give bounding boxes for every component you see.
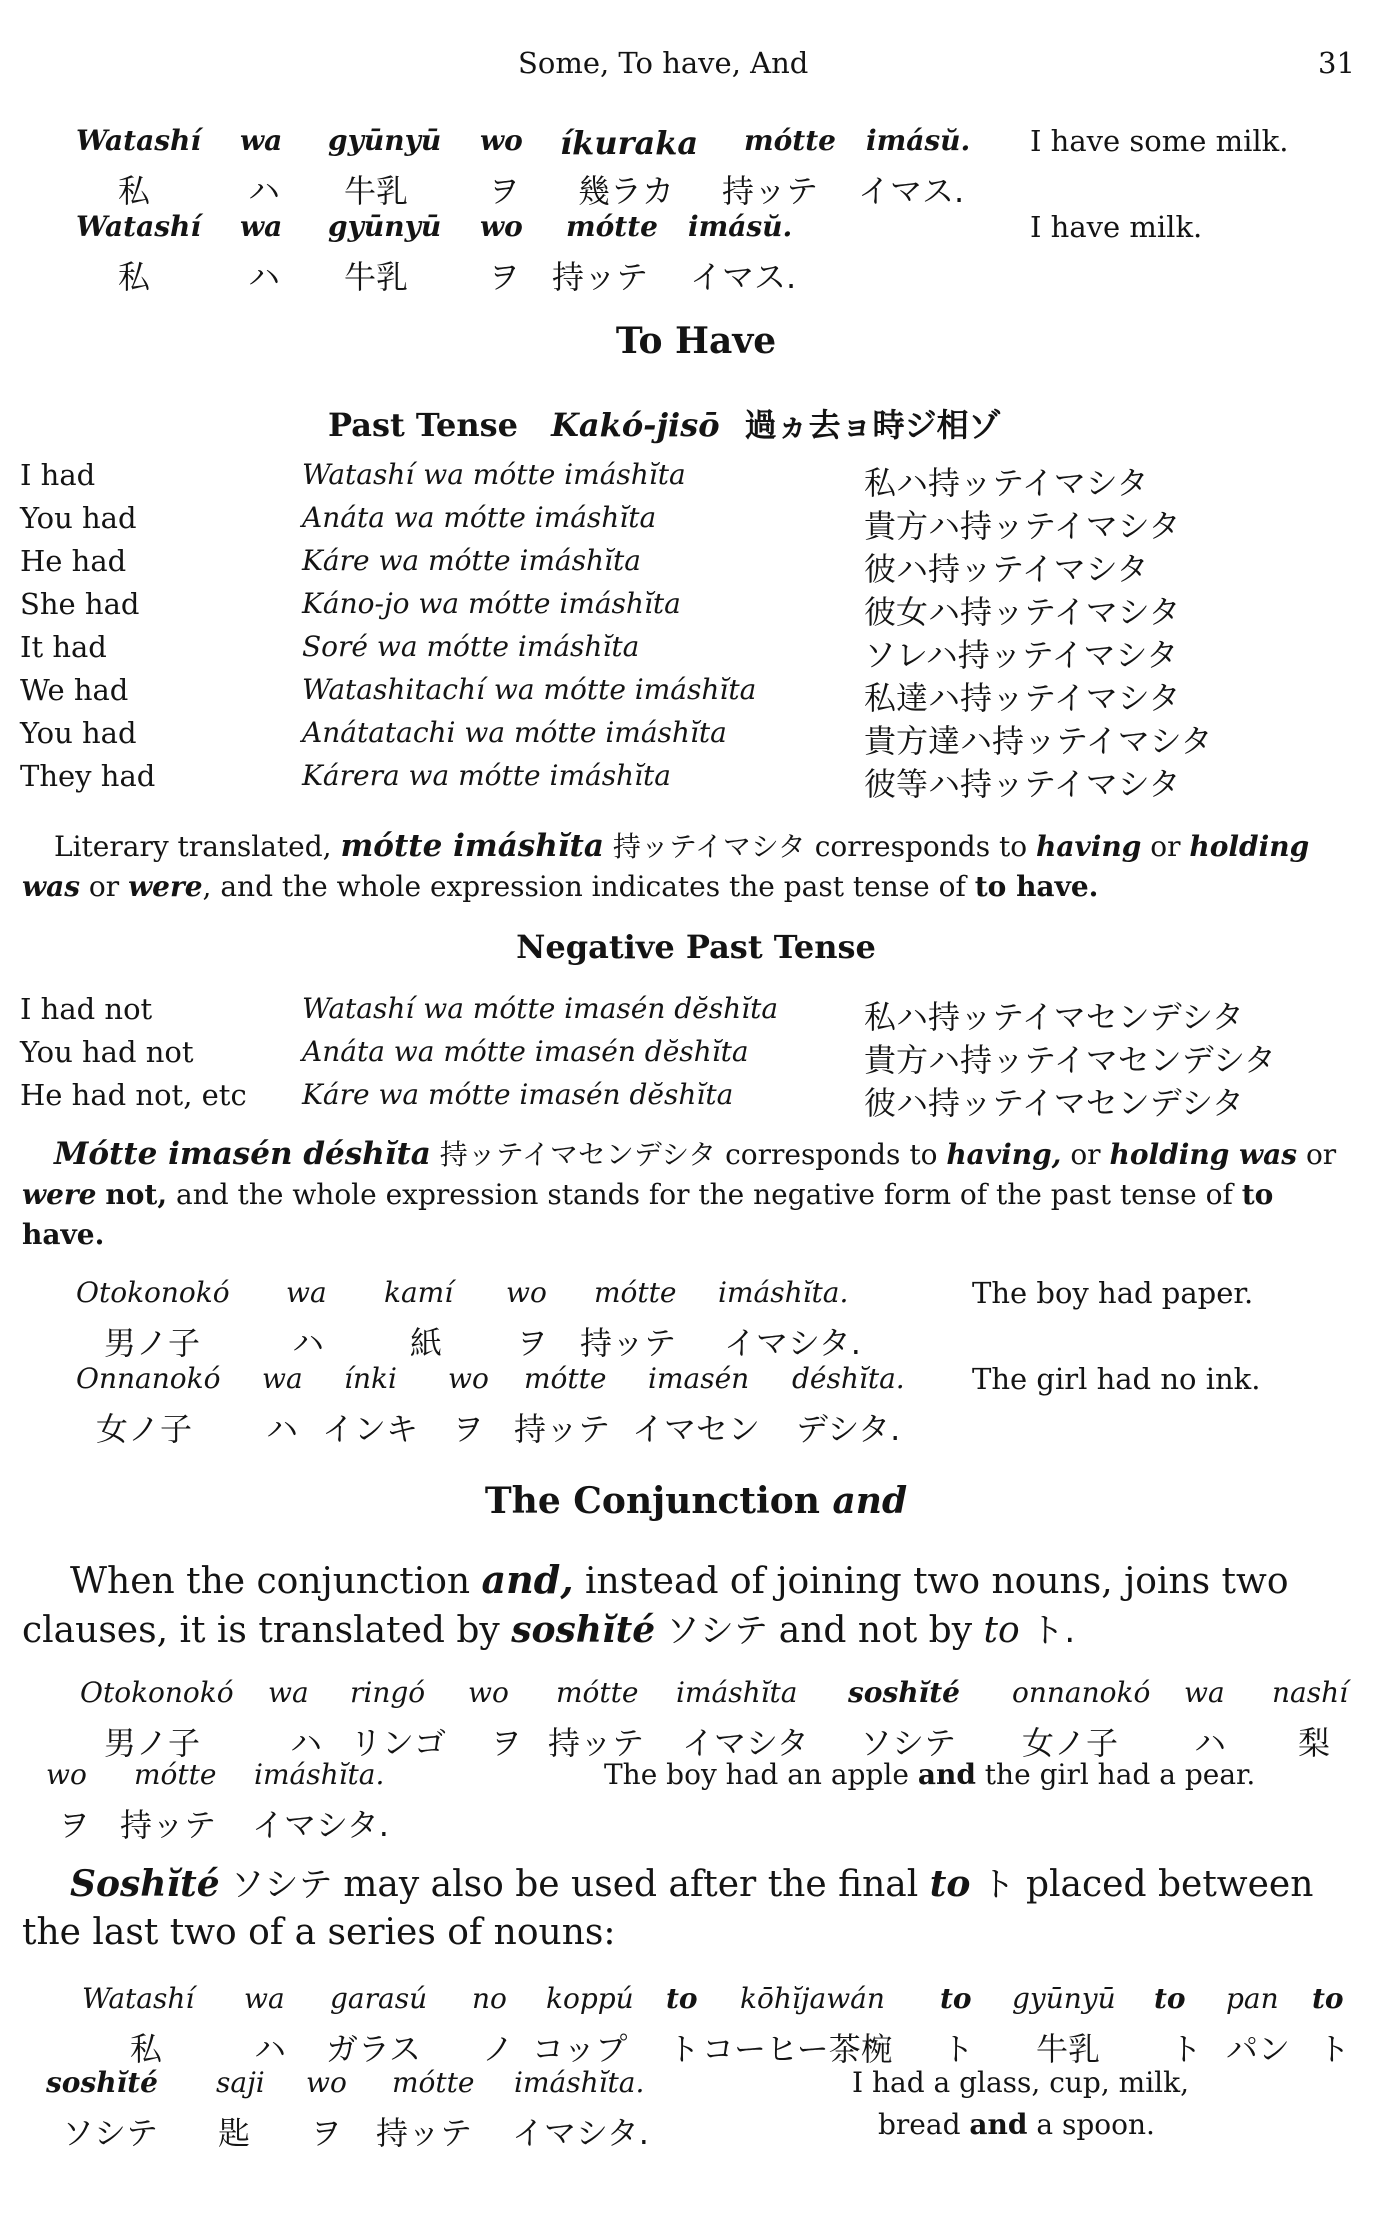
romaji-cell: Káre wa mótte imasén dĕshĭta [302,1078,734,1111]
word: Otokonokó [76,1276,230,1309]
word: wa [1184,1676,1225,1709]
kana: ト [668,2030,701,2068]
series-example-kana-2 [0,2108,1392,2150]
emphasized-word: to [666,1982,698,2015]
english-cell: We had [20,673,129,707]
term: Mótte imasén déshĭta [54,1136,431,1172]
intro-example-1-kana [0,166,1392,208]
kana: ト [942,2030,975,2068]
romaji-cell: Soré wa mótte imáshĭta [302,630,640,663]
romaji-cell: Watashí wa mótte imáshĭta [302,458,686,491]
english-cell: You had [20,716,137,750]
term: holding was [1109,1138,1298,1171]
romaji-cell: Anátatachi wa mótte imáshĭta [302,716,727,749]
english-translation: I have some milk. [1030,124,1289,158]
word: imásŭ. [688,210,793,243]
kana: ヲ [310,2114,343,2152]
text: and the whole expression stands for the negative form of the past tense of [167,1178,1242,1211]
kana-cell: ソレハ持ッテイマシタ [864,636,1179,674]
kana: 女ノ子 [1022,1724,1119,1762]
word: ringó [350,1676,426,1709]
english-cell: He had [20,544,127,578]
term: were [22,1178,97,1211]
kana: リンゴ [350,1724,447,1762]
text: or [1061,1138,1110,1171]
text: may also be used after the final [343,1864,930,1905]
negative-example-1-kana [0,1318,1392,1360]
word: wa [240,210,283,243]
conjugation-row [0,630,1392,672]
conjugation-row [0,759,1392,801]
negative-past-note [22,1134,1352,1255]
kana: ガラス [326,2030,422,2068]
word: onnanokó [1012,1676,1151,1709]
kana: コップ [532,2030,628,2068]
word: nashí [1272,1676,1349,1709]
term: and [969,2108,1028,2141]
kana: 私 [130,2030,163,2068]
kana: 牛乳 [344,258,409,296]
term: having [1035,830,1142,863]
kana: 持ッテ [120,1806,217,1844]
text: corresponds to [725,1138,947,1171]
word: Onnanokó [76,1362,221,1395]
word: pan [1226,1982,1279,2015]
conjugation-row [0,1078,1392,1120]
term: to [929,1863,971,1905]
heading-text: The Conjunction [484,1480,833,1522]
kana: ヲ [516,1324,549,1362]
word: wo [306,2066,347,2099]
kana-cell: 貴方達ハ持ッテイマシタ [864,722,1213,760]
word: mótte [524,1362,607,1395]
conjugation-row [0,673,1392,715]
text: corresponds to [814,830,1036,863]
word: imasén [648,1362,750,1395]
kana: イマシタ. [252,1806,389,1844]
text: or [80,870,129,903]
conjunction-paragraph [22,1556,1352,1655]
kana: ト [1170,2030,1203,2068]
soshite-paragraph [22,1860,1352,1957]
intro-example-1-romaji [0,124,1392,166]
kana: 持ッテ [514,1410,611,1448]
kana: ソシテ [655,1611,779,1651]
emphasized-word: soshĭté [46,2066,158,2099]
kana: ソシテ [219,1865,344,1905]
kana: ハ [254,2030,287,2068]
term: were [128,870,203,903]
past-tense-kanji: 過ヵ去ョ時ジ相ゾ [744,406,1001,444]
kana: 持ッテ [376,2114,473,2152]
kana-cell: 私達ハ持ッテイマシタ [864,679,1181,717]
english-cell: They had [20,759,156,793]
kana: ハ [292,1324,325,1362]
kana: イマシタ. [512,2114,649,2152]
word: wo [46,1758,87,1791]
english-translation: I had a glass, cup, milk, [852,2066,1189,2099]
kana: ヲ [488,172,521,210]
word: wa [262,1362,303,1395]
kana: 持ッテイマシタ [603,830,815,863]
word: imáshĭta [676,1676,798,1709]
term: Soshĭté [70,1863,220,1905]
text: Literary translated, [54,830,341,863]
word: garasú [330,1982,428,2015]
conjugation-row [0,716,1392,758]
conjugation-row [0,992,1392,1034]
kana: 匙 [218,2114,251,2152]
kana: 幾ラカ [578,172,675,210]
text: instead of joining two nouns, joins two clauses, it is translated by [22,1561,1289,1651]
kana: 私 [118,172,151,210]
romaji-cell: Káre wa mótte imáshĭta [302,544,641,577]
term: holding was [22,830,1310,903]
conjunction-example-romaji-1 [0,1676,1392,1718]
past-tense-label: Past Tense [328,406,519,444]
heading-emphasis: and [832,1480,908,1522]
english-translation [878,2108,1155,2141]
word: wa [286,1276,327,1309]
word: imásŭ. [866,124,971,157]
kana: コーヒー茶椀 [702,2030,893,2068]
word: wo [480,124,523,157]
emphasized-word: to [1154,1982,1186,2015]
text: a spoon. [1027,2108,1155,2141]
term: mótte imáshĭta [340,828,604,864]
conjunction-example-kana-1 [0,1718,1392,1760]
kana-cell: 私ハ持ッテイマシタ [864,464,1149,502]
kana: ハ [290,1724,323,1762]
term: soshĭté [511,1609,656,1651]
conjugation-row [0,501,1392,543]
kana: イマス. [690,258,797,296]
past-tense-subheading [328,400,1001,446]
kana: ハ [248,258,281,296]
text: bread [878,2108,970,2141]
english-translation: I have milk. [1030,210,1203,244]
kana: ソシテ [860,1724,957,1762]
running-header: Some, To have, And [518,46,809,80]
kana: ハ [1194,1724,1227,1762]
section-heading-negative-past: Negative Past Tense [516,928,876,966]
text: the girl had a pear. [975,1758,1256,1791]
word: wo [468,1676,509,1709]
kana: ヲ [490,1724,523,1762]
word: wo [448,1362,489,1395]
kana-cell: 彼ハ持ッテイマシタ [864,550,1149,588]
kana: イマス. [858,172,965,210]
kana: イマセン [632,1410,761,1448]
kana: ソシテ [62,2114,159,2152]
text: , and the whole expression indicates the past tense of [202,870,975,903]
word: mótte [392,2066,475,2099]
kana: 牛乳 [344,172,409,210]
kana: パン [1226,2030,1291,2068]
kana-cell: 彼ハ持ッテイマセンデシタ [864,1084,1244,1122]
kana: 男ノ子 [104,1724,201,1762]
series-example-romaji-2 [0,2066,1392,2108]
kana: イマシタ [682,1724,809,1762]
romaji-cell: Kárera wa mótte imáshĭta [302,759,671,792]
word: Otokonokó [80,1676,234,1709]
kana-cell: 貴方ハ持ッテイマセンデシタ [864,1041,1276,1079]
series-example-kana-1 [0,2024,1392,2066]
conjugation-row [0,1035,1392,1077]
romaji-cell: Watashí wa mótte imasén dĕshĭta [302,992,779,1025]
kana: 私 [118,258,151,296]
kana: 女ノ子 [96,1410,193,1448]
kana: イマシタ. [724,1324,861,1362]
word: gyūnyū [328,210,442,243]
word: gyūnyū [1012,1982,1116,2015]
conjunction-example-kana-2 [0,1800,1392,1842]
word: wo [506,1276,547,1309]
kana: 紙 [410,1324,443,1362]
kana: ハ [266,1410,299,1448]
kana: ノ [482,2030,515,2068]
english-translation: The girl had no ink. [972,1362,1261,1396]
kana: インキ [322,1410,419,1448]
english-cell: You had [20,501,137,535]
emphasized-word: to [940,1982,972,2015]
emphasized-word: íkuraka [560,124,699,162]
word: kamí [384,1276,454,1309]
kana: 牛乳 [1036,2030,1101,2068]
kana: ヲ [58,1806,91,1844]
word: saji [216,2066,265,2099]
english-translation: The boy had paper. [972,1276,1254,1310]
kana: 持ッテ [722,172,819,210]
kana: 男ノ子 [104,1324,201,1362]
conjugation-row [0,544,1392,586]
section-heading-conjunction [0,1480,1392,1522]
page-number: 31 [1318,46,1355,80]
word: mótte [744,124,836,157]
kana: ト [970,1865,1026,1905]
text: or [1297,1138,1337,1171]
word: déshĭta. [792,1362,905,1395]
word: imáshĭta. [254,1758,385,1791]
word: wa [240,124,283,157]
text: and not by [778,1610,984,1651]
english-cell: I had [20,458,96,492]
past-tense-romaji: Kakó-jisō [551,406,720,444]
term: to [983,1610,1020,1651]
emphasized-word: soshĭté [848,1676,960,1709]
word: no [472,1982,507,2015]
word: mótte [594,1276,677,1309]
text: When the conjunction [70,1561,482,1602]
romaji-cell: Anáta wa mótte imasén dĕshĭta [302,1035,749,1068]
kana: ヲ [452,1410,485,1448]
english-cell: I had not [20,992,153,1026]
series-example-romaji-1 [0,1982,1392,2024]
english-cell: He had not, etc [20,1078,247,1112]
romaji-cell: Káno-jo wa mótte imáshĭta [302,587,681,620]
word: Watashí [82,1982,195,2015]
romaji-cell: Anáta wa mótte imáshĭta [302,501,657,534]
kana-cell: 彼女ハ持ッテイマシタ [864,593,1181,631]
word: koppú [546,1982,634,2015]
term: to have. [22,1178,1274,1251]
kana: 梨 [1298,1724,1331,1762]
conjugation-row [0,587,1392,629]
word: mótte [134,1758,217,1791]
kana: ヲ [488,258,521,296]
kana: デシタ. [796,1410,901,1448]
past-tense-note [22,826,1352,907]
term: not, [105,1178,168,1211]
word: ínki [344,1362,397,1395]
english-cell: You had not [20,1035,194,1069]
kana-cell: 貴方ハ持ッテイマシタ [864,507,1181,545]
kana: ハ [248,172,281,210]
english-cell: She had [20,587,140,621]
english-cell: It had [20,630,107,664]
word: Watashí [76,210,201,243]
negative-example-2-romaji [0,1362,1392,1404]
negative-example-1-romaji [0,1276,1392,1318]
intro-example-2-romaji [0,210,1392,252]
term: having, [946,1138,1062,1171]
kana-cell: 私ハ持ッテイマセンデシタ [864,998,1244,1036]
word: gyūnyū [328,124,442,157]
word: imáshĭta. [514,2066,645,2099]
kana: 持ッテ [580,1324,677,1362]
word: mótte [566,210,658,243]
word: wa [244,1982,285,2015]
kana: 持ッテ [552,258,649,296]
word: Watashí [76,124,201,157]
term: to have. [974,870,1099,903]
conjugation-row [0,458,1392,500]
romaji-cell: Watashitachí wa mótte imáshĭta [302,673,757,706]
kana: ト. [1019,1611,1076,1651]
text: or [1141,830,1190,863]
word: kōhĭjawán [740,1982,885,2015]
word: wo [480,210,523,243]
kana: 持ッテ [548,1724,645,1762]
text: placed between the last two of a series of nouns: [22,1864,1314,1953]
kana: 持ッテイマセンデシタ [430,1138,726,1171]
conjunction-example-romaji-2 [0,1758,1392,1800]
word: imáshĭta. [718,1276,849,1309]
intro-example-2-kana [0,252,1392,294]
english-translation [604,1758,1255,1791]
word: wa [268,1676,309,1709]
text: The boy had an apple [604,1758,918,1791]
kana: ト [1318,2030,1351,2068]
term: and, [481,1557,574,1602]
negative-example-2-kana [0,1404,1392,1446]
term: and [917,1758,976,1791]
kana-cell: 彼等ハ持ッテイマシタ [864,765,1181,803]
emphasized-word: to [1312,1982,1344,2015]
section-heading-to-have: To Have [615,320,777,362]
word: mótte [556,1676,639,1709]
